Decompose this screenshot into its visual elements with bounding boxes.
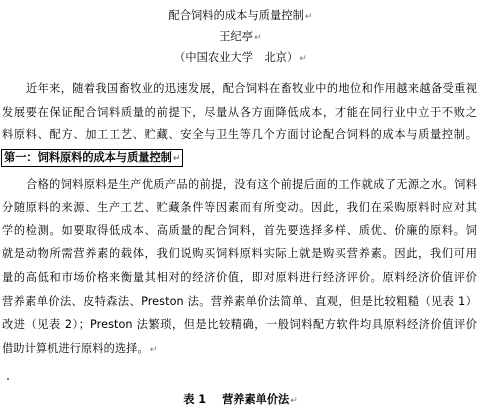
document-affiliation	[0, 51, 481, 66]
empty-paragraph-marker	[7, 378, 9, 380]
body-line: 合格的饲料原料是生产优质产品的前提，没有这个前提后面的工作就成了无源之水。饲料	[26, 178, 477, 191]
table-title-text: 营养素单价法	[222, 393, 290, 406]
document-author	[0, 30, 481, 45]
section-heading-text: 第一：饲料原料的成本与质量控制	[4, 151, 172, 164]
body-line: 分随原料的来源、生产工艺、贮藏条件等因素而有所变动。因此，我们在采购原料时应对其	[2, 201, 477, 214]
table-number: 表 1	[183, 393, 207, 406]
paragraph-mark-icon: ↵	[172, 154, 181, 164]
body-line: 改进（见表 2）；Preston 法繁琐，但是比较精确，一般饲料配方软件均具原料经济价值评价	[2, 318, 477, 331]
title-text: 配合饲料的成本与质量控制	[168, 9, 304, 22]
intro-line: 料原料、配方、加工工艺、贮藏、安全与卫生等几个方面讨论配合饲料的成本与质量控制。	[2, 128, 477, 141]
document-title	[0, 9, 481, 24]
paragraph-mark-icon: ↵	[290, 396, 298, 406]
body-line-last	[2, 342, 157, 357]
body-line: 就是动物所需营养素的载体，我们说购买饲料原料实际上就是购买营养素。因此，我们可用	[2, 247, 477, 260]
section-heading	[1, 149, 183, 167]
body-line: 量的高低和市场价格来衡量其相对的经济价值，即对原料进行经济评价。原料经济价值评价	[2, 271, 477, 284]
table-caption	[0, 393, 481, 408]
author-text: 王纪亭	[219, 30, 254, 43]
paragraph-mark-icon: ↵	[304, 12, 313, 22]
body-line-text: 借助计算机进行原料的选择。	[2, 342, 149, 355]
intro-line: 发展要在保证配合饲料质量的前提下，尽量从各方面降低成本，才能在同行业中立于不败之	[2, 106, 477, 119]
paragraph-mark-icon: ↵	[149, 345, 158, 355]
paragraph-mark-icon: ↵	[254, 33, 262, 43]
body-line: 学的检测。如要取得低成本、高质量的配合饲料，首先要选择多样、质优、价廉的原料。饲	[2, 224, 477, 237]
body-line: 营养素单价法、皮特森法、Preston 法。营养素单价法简单、直观，但是比较粗糙（见表 1）	[2, 295, 477, 308]
intro-line: 近年来，随着我国畜牧业的迅速发展，配合饲料在畜牧业中的地位和作用越来越备受重视	[26, 82, 477, 95]
affiliation-text: （中国农业大学 北京）	[174, 51, 299, 64]
paragraph-mark-icon: ↵	[299, 54, 307, 64]
